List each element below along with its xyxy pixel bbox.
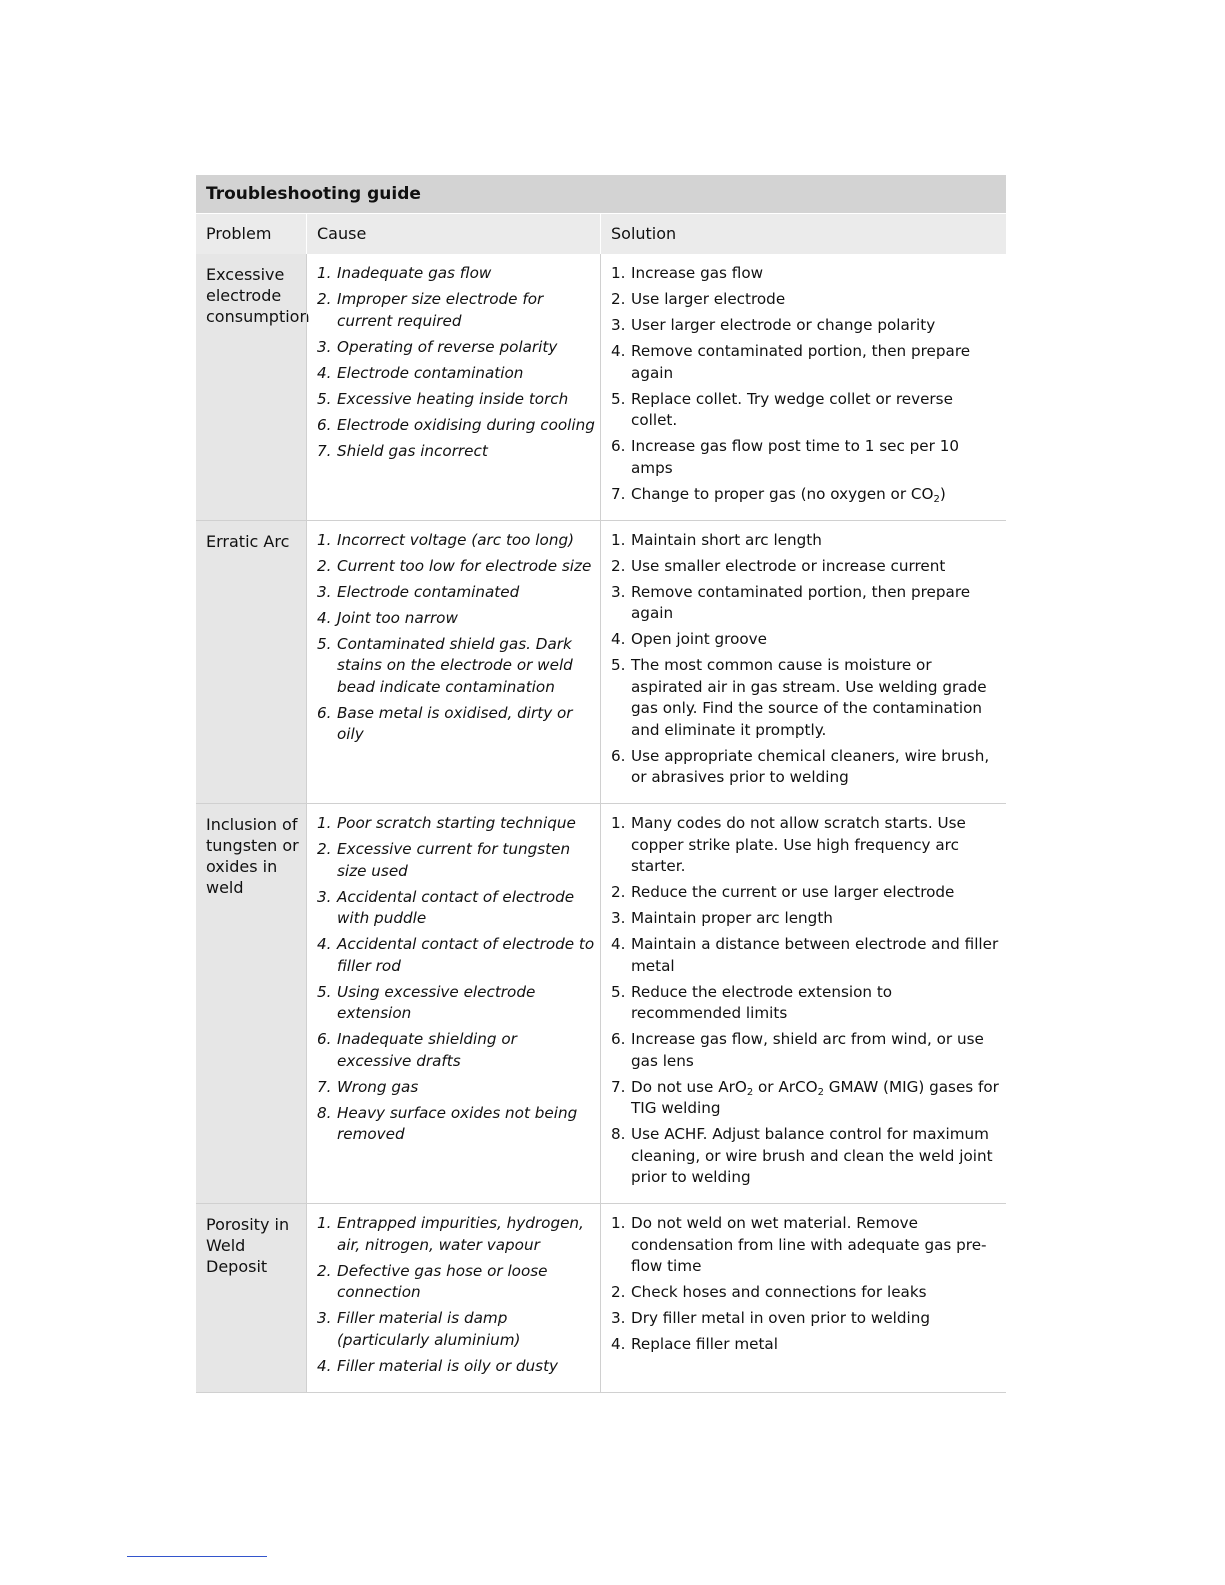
cause-item bbox=[317, 634, 596, 699]
cause-item bbox=[317, 263, 596, 285]
solution-item bbox=[611, 746, 1002, 789]
item-text bbox=[337, 934, 596, 977]
item-text-part: Remove contaminated portion, then prepare again bbox=[631, 582, 971, 622]
solution-item bbox=[611, 1308, 1002, 1330]
cause-item bbox=[317, 1029, 596, 1072]
item-text bbox=[631, 982, 1002, 1025]
item-number: 3. bbox=[317, 1309, 332, 1327]
item-text-part: Inadequate shielding or excessive drafts bbox=[337, 1030, 517, 1070]
item-number: 6. bbox=[317, 703, 332, 722]
item-text-part: Replace collet. Try wedge collet or reverse collet. bbox=[631, 389, 953, 429]
footer-rule bbox=[127, 1556, 267, 1557]
solution-item bbox=[611, 556, 1002, 578]
problem-cell: Inclusion of tungsten or oxides in weld bbox=[196, 804, 306, 1203]
solution-item bbox=[611, 389, 1002, 432]
cause-item bbox=[317, 289, 596, 332]
solution-item bbox=[611, 1077, 1002, 1120]
item-text-part: Remove contaminated portion, then prepare again bbox=[631, 342, 971, 382]
item-text bbox=[337, 634, 596, 699]
item-text bbox=[337, 337, 596, 359]
table-body bbox=[196, 254, 1006, 1393]
item-number: 4. bbox=[317, 363, 332, 382]
item-text-part: Use smaller electrode or increase current bbox=[631, 556, 946, 575]
item-text bbox=[337, 1261, 596, 1304]
item-text bbox=[631, 934, 1002, 977]
item-text bbox=[337, 389, 596, 411]
solution-item bbox=[611, 1124, 1002, 1189]
item-number: 3. bbox=[317, 582, 332, 601]
header-problem: Problem bbox=[206, 224, 272, 243]
solution-item bbox=[611, 341, 1002, 384]
item-text-part: Reduce the electrode extension to recommended limits bbox=[631, 982, 893, 1022]
item-text-part: Entrapped impurities, hydrogen, air, nitrogen, water vapour bbox=[337, 1214, 584, 1254]
solution-item bbox=[611, 1029, 1002, 1072]
solution-item bbox=[611, 1213, 1002, 1278]
item-text-part: Using excessive electrode extension bbox=[337, 982, 536, 1022]
item-number: 2. bbox=[317, 290, 332, 308]
item-text-part: Shield gas incorrect bbox=[337, 441, 488, 460]
item-number: 3. bbox=[611, 1309, 626, 1327]
table-section bbox=[196, 521, 1006, 805]
solution-item bbox=[611, 813, 1002, 878]
item-text bbox=[631, 1308, 1002, 1330]
item-text-part: Electrode contamination bbox=[337, 363, 524, 382]
item-number: 3. bbox=[317, 337, 332, 356]
item-number: 6. bbox=[317, 415, 332, 434]
cause-item bbox=[317, 1261, 596, 1304]
cause-item bbox=[317, 982, 596, 1025]
item-text bbox=[631, 1077, 1002, 1120]
item-number: 5. bbox=[611, 389, 626, 408]
item-text-part: Use appropriate chemical cleaners, wire brush, or abrasives prior to welding bbox=[631, 746, 990, 786]
item-number: 4. bbox=[611, 1335, 626, 1353]
item-number: 2. bbox=[317, 1261, 332, 1280]
item-text bbox=[631, 263, 1002, 285]
item-number: 2. bbox=[611, 1283, 626, 1301]
item-text-part: Maintain proper arc length bbox=[631, 909, 833, 927]
solution-item bbox=[611, 436, 1002, 479]
cause-cell bbox=[306, 804, 600, 1203]
item-text bbox=[631, 908, 1002, 930]
item-number: 1. bbox=[317, 814, 332, 832]
item-text bbox=[631, 1029, 1002, 1072]
item-text bbox=[631, 289, 1002, 311]
item-text-part: or ArCO bbox=[753, 1077, 818, 1096]
item-text-part: Contaminated shield gas. Dark stains on the electrode or weld bead indicate contamination bbox=[337, 634, 573, 696]
item-text bbox=[337, 556, 596, 578]
solution-item bbox=[611, 1334, 1002, 1356]
item-text-part: Incorrect voltage (arc too long) bbox=[337, 530, 575, 549]
subscript-text: 2 bbox=[746, 1086, 754, 1098]
item-text-part: Increase gas flow, shield arc from wind, or use gas lens bbox=[631, 1030, 984, 1070]
item-text-part: Filler material is damp (particularly aluminium) bbox=[337, 1309, 521, 1349]
cause-item bbox=[317, 441, 596, 463]
solution-item bbox=[611, 289, 1002, 311]
cause-item bbox=[317, 813, 596, 835]
table-title: Troubleshooting guide bbox=[196, 175, 1006, 213]
item-text bbox=[337, 582, 596, 604]
item-number: 3. bbox=[611, 909, 626, 927]
item-text-part: Accidental contact of electrode to filler rod bbox=[337, 935, 595, 975]
cause-cell bbox=[306, 1204, 600, 1392]
problem-cell: Excessive electrode consumption bbox=[196, 254, 306, 520]
item-text bbox=[337, 1029, 596, 1072]
subscript-text: 2 bbox=[817, 1086, 824, 1098]
item-text bbox=[337, 703, 596, 746]
item-text-part: Base metal is oxidised, dirty or oily bbox=[337, 703, 573, 743]
solution-cell bbox=[600, 804, 1006, 1203]
item-text-part: Maintain short arc length bbox=[631, 530, 822, 549]
item-text-part: Do not weld on wet material. Remove condensation from line with adequate gas pre-flow time bbox=[631, 1214, 987, 1275]
item-text-part: Excessive heating inside torch bbox=[337, 389, 569, 408]
cause-item bbox=[317, 839, 596, 882]
item-text bbox=[631, 1213, 1002, 1278]
item-text-part: Dry filler metal in oven prior to welding bbox=[631, 1309, 931, 1327]
item-text bbox=[337, 1308, 596, 1351]
item-text-part: Excessive current for tungsten size used bbox=[337, 840, 571, 880]
item-text bbox=[337, 887, 596, 930]
item-number: 2. bbox=[317, 556, 332, 575]
item-number: 8. bbox=[611, 1125, 626, 1143]
item-text-part: Defective gas hose or loose connection bbox=[337, 1261, 548, 1301]
item-number: 4. bbox=[611, 342, 626, 360]
item-number: 7. bbox=[317, 1077, 332, 1096]
cause-item bbox=[317, 337, 596, 359]
table-section bbox=[196, 804, 1006, 1204]
solution-cell bbox=[600, 521, 1006, 804]
item-number: 5. bbox=[317, 982, 332, 1001]
item-text bbox=[631, 436, 1002, 479]
solution-item bbox=[611, 315, 1002, 337]
item-number: 1. bbox=[317, 530, 332, 549]
item-text-part: Filler material is oily or dusty bbox=[337, 1356, 559, 1375]
item-text-part: Replace filler metal bbox=[631, 1335, 778, 1353]
item-text bbox=[337, 608, 596, 630]
table-section bbox=[196, 1204, 1006, 1393]
item-text bbox=[337, 1103, 596, 1146]
solution-item bbox=[611, 582, 1002, 625]
item-number: 6. bbox=[317, 1030, 332, 1048]
item-text bbox=[337, 263, 596, 285]
item-number: 3. bbox=[611, 582, 626, 601]
problem-cell: Erratic Arc bbox=[196, 521, 306, 804]
solution-item bbox=[611, 934, 1002, 977]
item-number: 1. bbox=[611, 264, 626, 282]
solution-item bbox=[611, 882, 1002, 904]
item-number: 1. bbox=[317, 1214, 332, 1232]
solution-item bbox=[611, 629, 1002, 651]
subscript-text: 2 bbox=[933, 493, 940, 505]
item-number: 7. bbox=[317, 441, 332, 460]
item-number: 6. bbox=[611, 746, 626, 765]
item-text-part: Accidental contact of electrode with puddle bbox=[337, 887, 575, 927]
item-text bbox=[631, 315, 1002, 337]
item-text bbox=[631, 530, 1002, 552]
item-text bbox=[337, 813, 596, 835]
cause-item bbox=[317, 1213, 596, 1256]
item-number: 4. bbox=[317, 608, 332, 627]
item-number: 4. bbox=[611, 630, 626, 648]
item-text bbox=[337, 1356, 596, 1378]
item-text bbox=[631, 629, 1002, 651]
item-text-part: Maintain a distance between electrode and filler metal bbox=[631, 935, 999, 975]
solution-cell bbox=[600, 1204, 1006, 1392]
item-text bbox=[337, 982, 596, 1025]
item-number: 6. bbox=[611, 437, 626, 455]
cause-item bbox=[317, 1077, 596, 1099]
item-text-part: Electrode contaminated bbox=[337, 582, 520, 601]
item-text-part: GMAW (MIG) gases for TIG welding bbox=[631, 1077, 999, 1117]
problem-cell: Porosity in Weld Deposit bbox=[196, 1204, 306, 1392]
item-text bbox=[337, 839, 596, 882]
item-number: 7. bbox=[611, 484, 626, 503]
solution-item bbox=[611, 530, 1002, 552]
item-number: 4. bbox=[317, 1356, 332, 1375]
item-text-part: Change to proper gas (no oxygen or CO bbox=[631, 484, 934, 503]
item-number: 2. bbox=[611, 883, 626, 901]
table-header-row bbox=[196, 213, 1006, 254]
cause-item bbox=[317, 608, 596, 630]
item-text bbox=[631, 882, 1002, 904]
item-number: 5. bbox=[317, 389, 332, 408]
item-text bbox=[631, 556, 1002, 578]
solution-item bbox=[611, 982, 1002, 1025]
item-text-part: ) bbox=[939, 484, 946, 503]
item-text-part: Operating of reverse polarity bbox=[337, 337, 558, 356]
solution-cell bbox=[600, 254, 1006, 520]
item-text-part: Open joint groove bbox=[631, 630, 767, 648]
item-text-part: Joint too narrow bbox=[337, 608, 458, 627]
troubleshooting-table bbox=[196, 175, 1006, 1393]
item-number: 1. bbox=[611, 530, 626, 549]
item-number: 3. bbox=[611, 316, 626, 334]
cause-item bbox=[317, 389, 596, 411]
item-text-part: Check hoses and connections for leaks bbox=[631, 1283, 927, 1301]
item-number: 5. bbox=[317, 634, 332, 653]
table-section bbox=[196, 254, 1006, 521]
item-text-part: Do not use ArO bbox=[631, 1077, 747, 1096]
item-text-part: Improper size electrode for current required bbox=[337, 290, 544, 330]
item-text bbox=[631, 582, 1002, 625]
item-text bbox=[337, 1213, 596, 1256]
item-text-part: The most common cause is moisture or aspirated air in gas stream. Use welding grade gas only. Find the source of the contamination and eliminate it promptly. bbox=[631, 656, 987, 739]
item-number: 7. bbox=[611, 1077, 626, 1096]
item-text bbox=[631, 1334, 1002, 1356]
cause-item bbox=[317, 1308, 596, 1351]
header-cause: Cause bbox=[306, 214, 600, 254]
cause-item bbox=[317, 582, 596, 604]
cause-cell bbox=[306, 521, 600, 804]
item-text bbox=[631, 655, 1002, 741]
cause-item bbox=[317, 703, 596, 746]
item-number: 8. bbox=[317, 1103, 332, 1122]
item-number: 4. bbox=[317, 935, 332, 953]
item-number: 6. bbox=[611, 1030, 626, 1048]
item-text bbox=[631, 813, 1002, 878]
item-text bbox=[631, 746, 1002, 789]
item-number: 2. bbox=[611, 290, 626, 308]
cause-item bbox=[317, 363, 596, 385]
item-text-part: Use larger electrode bbox=[631, 290, 786, 308]
item-number: 5. bbox=[611, 656, 626, 674]
item-text-part: Many codes do not allow scratch starts. Use copper strike plate. Use high frequency arc starter. bbox=[631, 814, 966, 875]
cause-item bbox=[317, 1356, 596, 1378]
item-text-part: Increase gas flow bbox=[631, 264, 764, 282]
item-text-part: Use ACHF. Adjust balance control for maximum cleaning, or wire brush and clean the weld joint prior to welding bbox=[631, 1125, 993, 1186]
item-text bbox=[631, 484, 1002, 506]
item-text bbox=[631, 1282, 1002, 1304]
solution-item bbox=[611, 484, 1002, 506]
item-number: 1. bbox=[611, 1214, 626, 1232]
item-text bbox=[337, 530, 596, 552]
cause-item bbox=[317, 887, 596, 930]
item-text-part: Increase gas flow post time to 1 sec per 10 amps bbox=[631, 437, 960, 477]
solution-item bbox=[611, 1282, 1002, 1304]
solution-item bbox=[611, 263, 1002, 285]
cause-item bbox=[317, 934, 596, 977]
item-text-part: Reduce the current or use larger electrode bbox=[631, 883, 955, 901]
cause-item bbox=[317, 415, 596, 437]
item-text bbox=[631, 341, 1002, 384]
cause-item bbox=[317, 556, 596, 578]
item-text-part: Electrode oxidising during cooling bbox=[337, 415, 595, 434]
item-text-part: Current too low for electrode size bbox=[337, 556, 592, 575]
item-number: 5. bbox=[611, 982, 626, 1001]
item-text bbox=[337, 289, 596, 332]
solution-item bbox=[611, 908, 1002, 930]
item-text bbox=[631, 1124, 1002, 1189]
cause-cell bbox=[306, 254, 600, 520]
item-text bbox=[631, 389, 1002, 432]
item-number: 1. bbox=[317, 264, 332, 282]
item-text-part: User larger electrode or change polarity bbox=[631, 316, 936, 334]
item-text-part: Inadequate gas flow bbox=[337, 264, 492, 282]
item-text bbox=[337, 441, 596, 463]
cause-item bbox=[317, 530, 596, 552]
item-number: 2. bbox=[317, 840, 332, 858]
solution-item bbox=[611, 655, 1002, 741]
item-text-part: Heavy surface oxides not being removed bbox=[337, 1103, 578, 1143]
item-number: 4. bbox=[611, 935, 626, 953]
item-number: 3. bbox=[317, 887, 332, 906]
header-solution: Solution bbox=[600, 214, 1006, 254]
item-number: 1. bbox=[611, 814, 626, 832]
item-number: 2. bbox=[611, 556, 626, 575]
item-text bbox=[337, 363, 596, 385]
cause-item bbox=[317, 1103, 596, 1146]
item-text bbox=[337, 1077, 596, 1099]
item-text bbox=[337, 415, 596, 437]
item-text-part: Wrong gas bbox=[337, 1077, 419, 1096]
item-text-part: Poor scratch starting technique bbox=[337, 814, 576, 832]
